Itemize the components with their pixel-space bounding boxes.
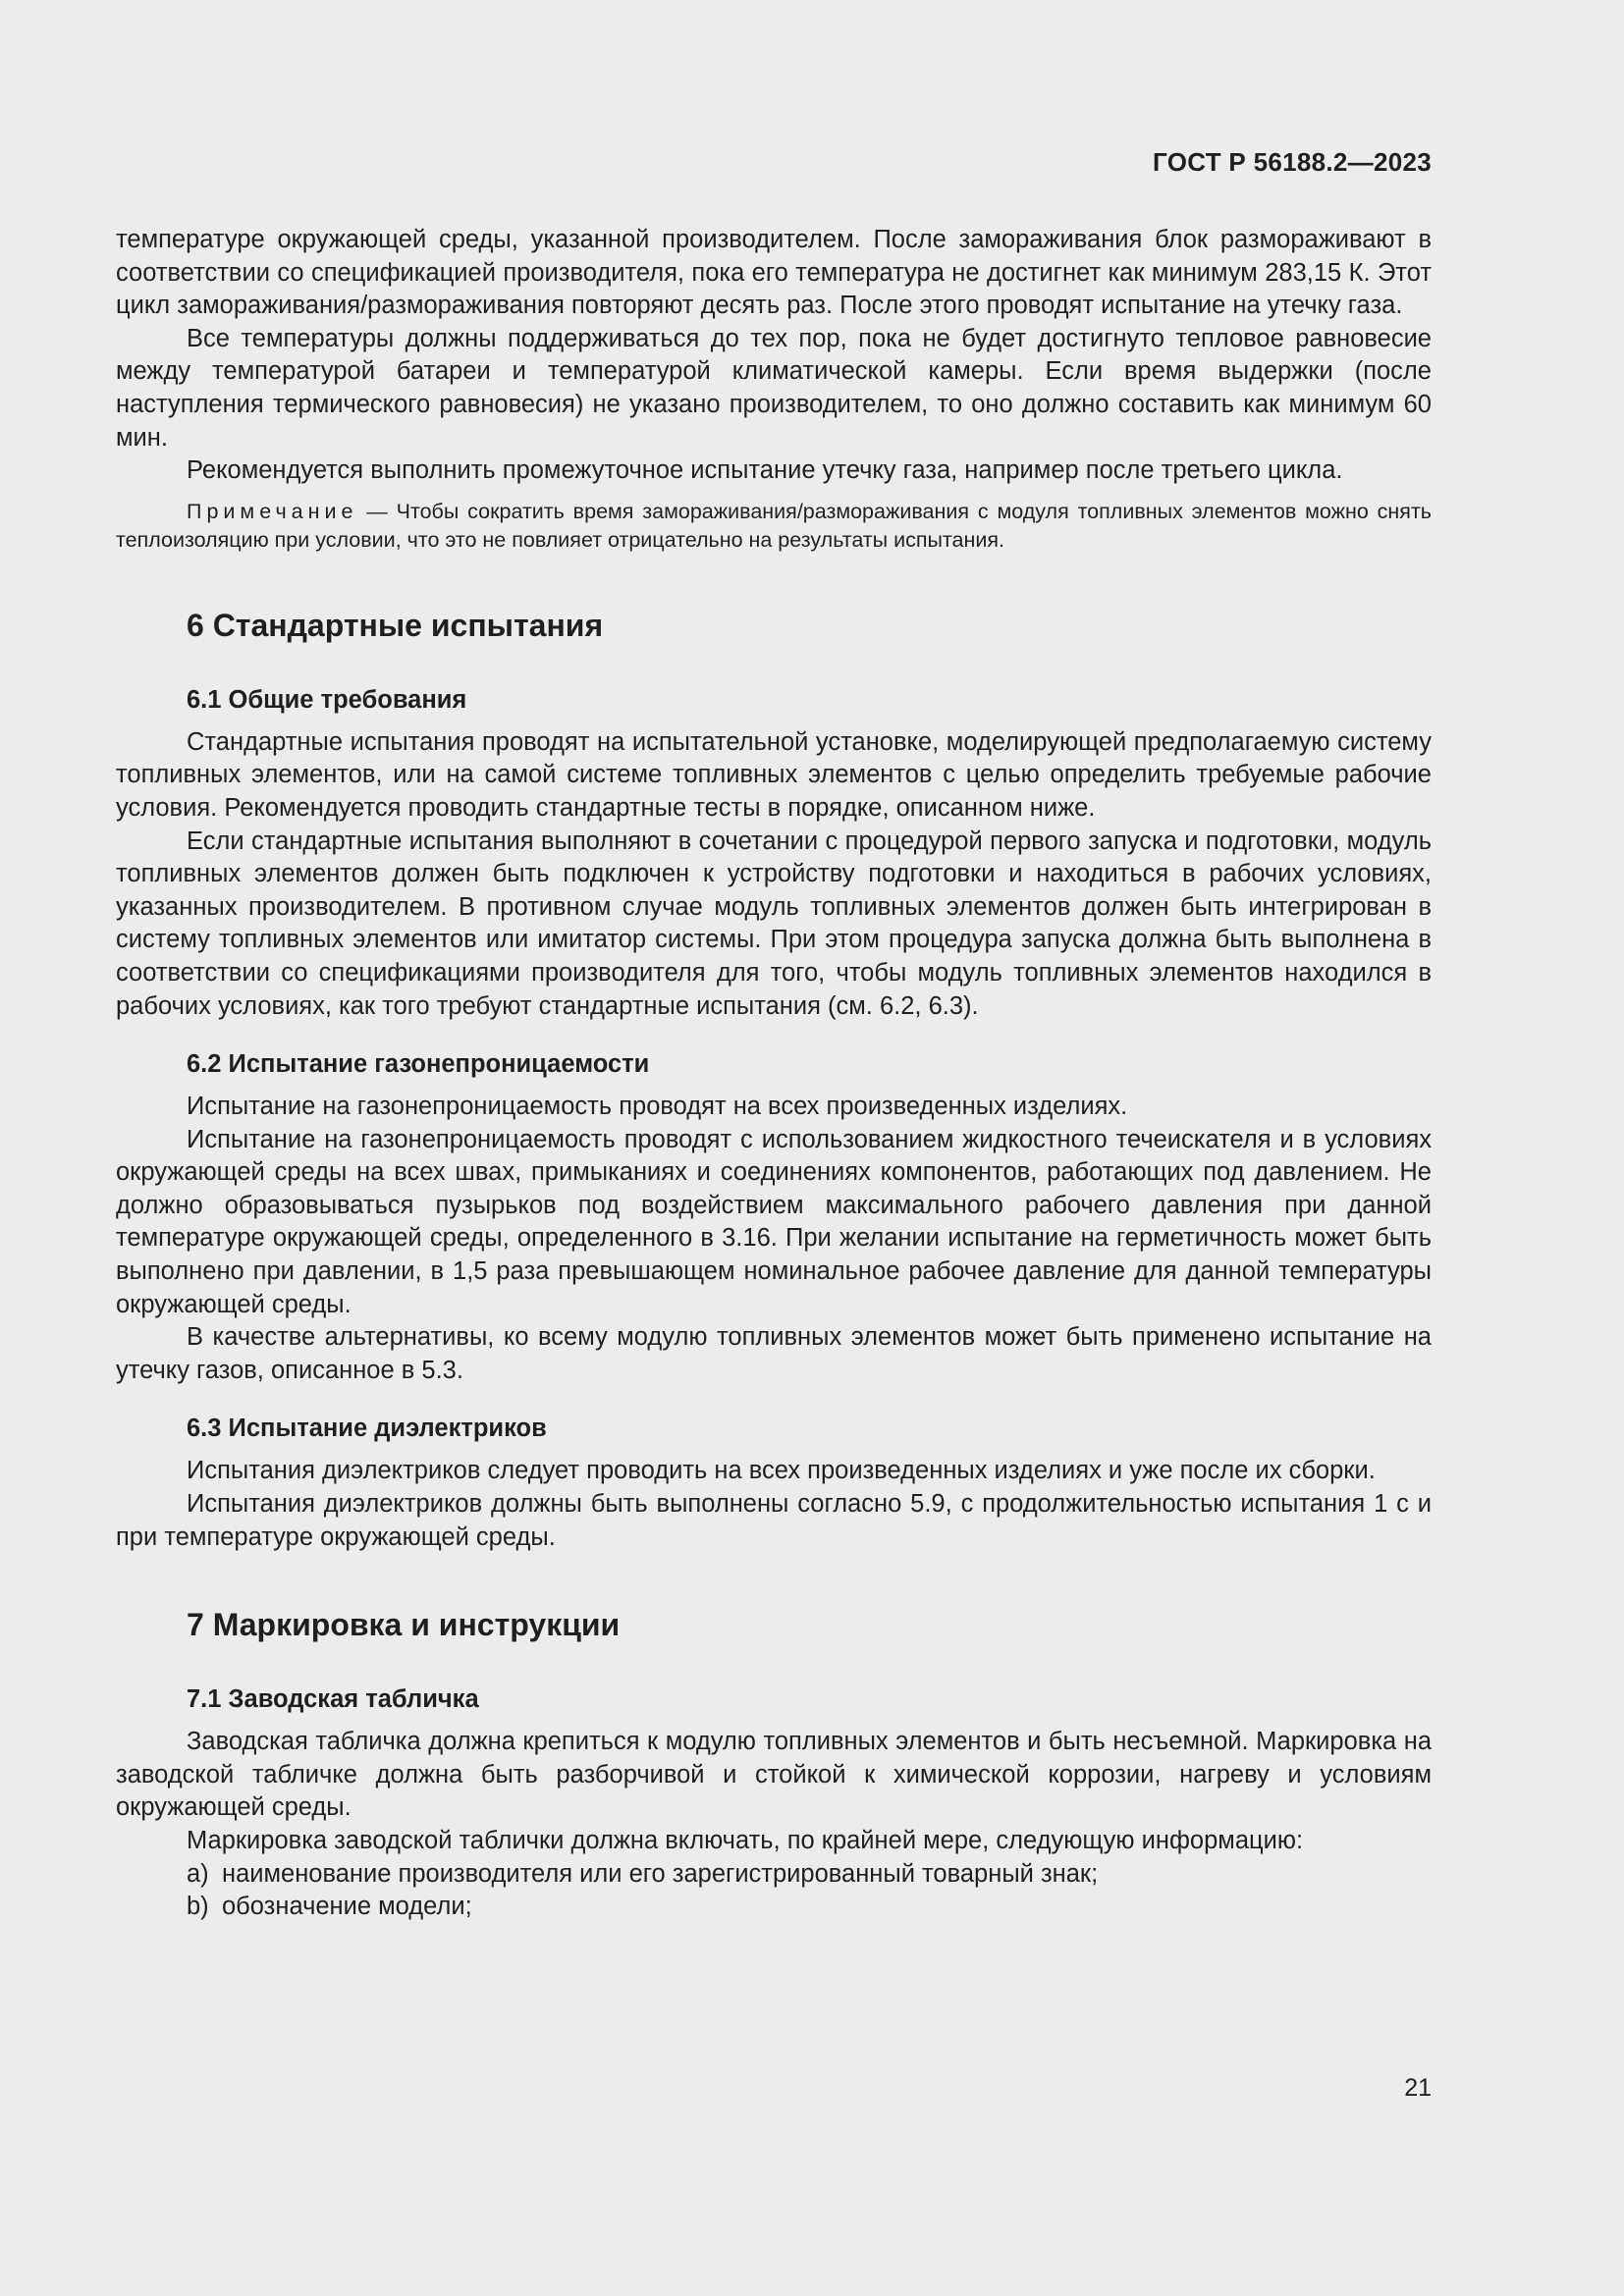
list-item-text: обозначение модели;: [222, 1893, 472, 1921]
paragraph: Испытание на газонепроницаемость проводят с использованием жидкостного течеискателя и в условиях окружающей среды на всех швах, примыканиях и соединениях компонентов, работающих под давлением. Не должно образовываться пузырьков под воздействием максимального рабочего давления при данной температуре окружающей среды, определенного в 3.16. При желании испытание на герметичность может быть выполнено при давлении, в 1,5 раза превышающем номинальное рабочее давление для данной температуры окружающей среды.: [116, 1125, 1432, 1318]
subsection-heading: 6.1 Общие требования: [187, 685, 467, 714]
list-item: [116, 1891, 1432, 1924]
paragraph: Если стандартные испытания выполняют в сочетании с процедурой первого запуска и подготовки, модуль топливных элементов должен быть подключен к устройству подготовки и находиться в рабочих условиях, указанных производителем. В противном случае модуль топливных элементов должен быть интегрирован в систему топливных элементов или имитатор системы. При этом процедура запуска должна быть выполнена в соответствии со спецификациями производителя для того, чтобы модуль топливных элементов находился в рабочих условиях, как того требуют стандартные испытания (см. 6.2, 6.3).: [116, 827, 1432, 1020]
subsection-heading: 7.1 Заводская табличка: [187, 1685, 479, 1714]
subsection-heading: 6.3 Испытание диэлектриков: [187, 1415, 547, 1443]
list-item-text: наименование производителя или его зарегистрированный товарный знак;: [222, 1859, 1099, 1888]
section-heading: 6 Стандартные испытания: [187, 607, 604, 643]
document-header: ГОСТ Р 56188.2—2023: [1153, 147, 1432, 177]
paragraph: В качестве альтернативы, ко всему модулю топливных элементов может быть применено испытание на утечку газов, описанное в 5.3.: [116, 1323, 1432, 1384]
list-item: [116, 1858, 1432, 1892]
section-heading: 7 Маркировка и инструкции: [187, 1607, 621, 1643]
paragraph: Заводская табличка должна крепиться к модулю топливных элементов и быть несъемной. Маркировка на заводской табличке должна быть разборчивой и стойкой к химической коррозии, нагреву и условиям окружающей среды.: [116, 1728, 1432, 1822]
subsection-heading: 6.2 Испытание газонепроницаемости: [187, 1050, 650, 1079]
list-marker: b): [187, 1893, 209, 1921]
paragraph: Стандартные испытания проводят на испытательной установке, моделирующей предполагаемую систему топливных элементов, или на самой системе топливных элементов с целью определить требуемые рабочие условия. Рекомендуется проводить стандартные тесты в порядке, описанном ниже.: [116, 727, 1432, 822]
paragraph: Все температуры должны поддерживаться до тех пор, пока не будет достигнуто тепловое равновесие между температурой батареи и температурой климатической камеры. Если время выдержки (после наступления термического равновесия) не указано производителем, то оно должно составить как минимум 60 мин.: [116, 324, 1432, 452]
note: [116, 498, 1432, 555]
note-label: Примечание: [187, 499, 358, 523]
paragraph: Рекомендуется выполнить промежуточное испытание утечку газа, например после третьего цикла.: [187, 456, 1343, 485]
document-body: [116, 224, 1432, 1924]
paragraph: Маркировка заводской таблички должна включать, по крайней мере, следующую информацию:: [187, 1827, 1304, 1854]
paragraph: Испытания диэлектриков следует проводить на всех произведенных изделиях и уже после их сборки.: [187, 1457, 1376, 1485]
paragraph: Испытание на газонепроницаемость проводят на всех произведенных изделиях.: [187, 1093, 1128, 1121]
page-number: 21: [1404, 2074, 1432, 2102]
paragraph: Испытания диэлектриков должны быть выполнены согласно 5.9, с продолжительностью испытания 1 с и при температуре окружающей среды.: [116, 1490, 1432, 1551]
paragraph: температуре окружающей среды, указанной производителем. После замораживания блок размораживают в соответствии со спецификацией производителя, пока его температура не достигнет как минимум 283,15 К. Этот цикл замораживания/размораживания повторяют десять раз. После этого проводят испытание на утечку газа.: [116, 226, 1432, 320]
document-page: [116, 0, 1432, 2296]
note-text: — Чтобы сократить время замораживания/размораживания с модуля топливных элементов можно снять теплоизоляцию при условии, что это не повлияет отрицательно на результаты испытания.: [116, 499, 1432, 552]
list-marker: a): [187, 1859, 209, 1888]
